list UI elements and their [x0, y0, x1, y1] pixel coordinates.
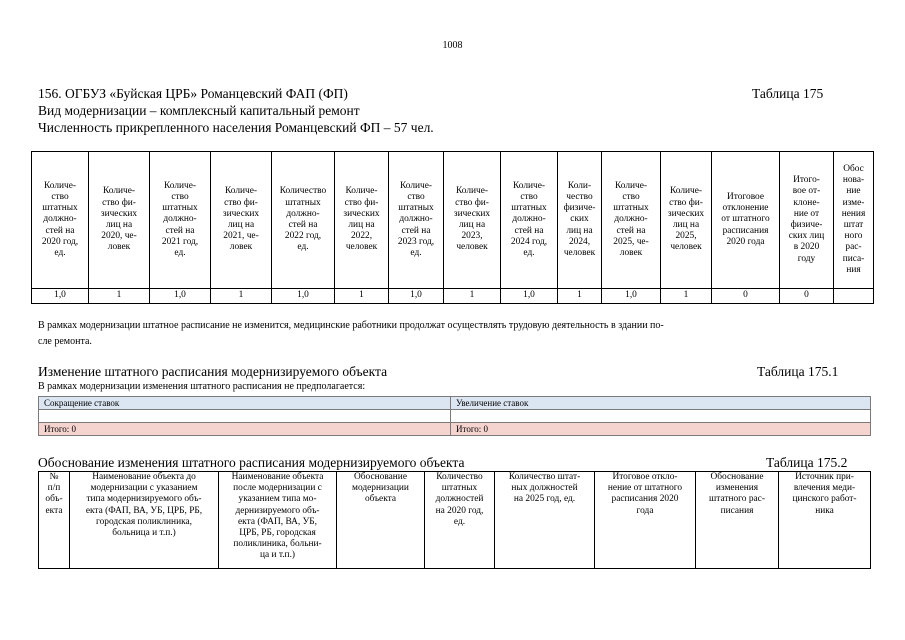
header-text-line: после модернизации с [233, 483, 322, 494]
header-text-line: штатных [42, 203, 78, 214]
table-175-header-cell [272, 152, 335, 289]
header-text-line: лиц на [672, 220, 700, 230]
header-text-line: человек [670, 242, 702, 253]
increase-empty-cell [451, 410, 871, 423]
header-text-line: ство [520, 191, 538, 202]
header-text-line: ство фи- [455, 197, 489, 208]
header-text-line: должно- [512, 214, 546, 225]
header-text-line: ного [844, 231, 863, 242]
table-175-label: Таблица 175 [752, 86, 824, 101]
table-1752-header-cell [779, 472, 871, 569]
header-text-line: вое от- [792, 186, 821, 197]
header-text-line: 2020, че- [101, 231, 137, 242]
header-text-line: 2024 год, [510, 236, 548, 247]
table-175-value-cell: 1 [661, 289, 712, 304]
header-text-line: Наименование объекта до [92, 472, 196, 482]
header-text-line: штатных [162, 203, 198, 214]
header-text-line: 2021 год, [161, 236, 199, 247]
header-text-line: ских лиц [788, 231, 825, 242]
header-text-line: 2025, че- [613, 236, 649, 247]
header-text-line: ство фи- [669, 197, 703, 208]
header-text-line: Коли- [567, 180, 592, 191]
header-text-line: Количество [279, 186, 327, 197]
header-text-line: ние от [793, 208, 820, 219]
header-text-line: указанием типа мо- [238, 494, 317, 505]
header-text-line: Обос [843, 163, 864, 174]
header-text-line: городская поликлиника, [95, 516, 193, 527]
header-text-line: году [797, 253, 816, 264]
header-text-line: объ- [45, 494, 63, 505]
header-text-line: больница и т.п.) [112, 528, 176, 539]
header-text-line: физиче- [563, 203, 596, 214]
header-text-line: ние [846, 186, 861, 197]
header-text-line: на 2020 год, [435, 505, 484, 516]
header-text-line: ния [846, 264, 861, 275]
header-text-line: от штатного [721, 214, 770, 225]
header-text-line: физиче- [790, 220, 823, 230]
table-175-value-cell: 1 [444, 289, 501, 304]
header-text-line: ловек [229, 242, 253, 253]
header-text-line: человек [563, 248, 596, 258]
header-text-line: ство [51, 191, 69, 202]
header-text-line: отклонение [722, 203, 769, 214]
table-175-header-cell [89, 152, 150, 289]
heading-line-2: Вид модернизации – комплексный капитальный ремонт [38, 103, 360, 118]
table-1752 [38, 471, 871, 569]
header-text-line: Количе- [669, 186, 703, 197]
header-text-line: модернизации с указанием [90, 483, 198, 494]
header-text-line: екта (ФАП, ВА, УБ, [238, 516, 317, 527]
header-text-line: штатных [613, 203, 649, 214]
table-175-value-cell: 1,0 [150, 289, 211, 304]
section-1751-title: Изменение штатного расписания модернизируемого объекта [38, 364, 388, 379]
header-text-line: ца и т.п.) [259, 550, 296, 561]
header-text-line: на 2025 год, ед. [513, 494, 576, 505]
header-text-line: должно- [163, 214, 197, 225]
table-175-header-cell [389, 152, 444, 289]
header-text-line: ед. [453, 516, 466, 527]
header-text-line: 2022, [350, 231, 373, 242]
table-1751 [38, 396, 871, 436]
header-text-line: ство [622, 191, 640, 202]
table-1752-header-cell [425, 472, 495, 569]
table-175-header-cell [602, 152, 661, 289]
table-175-header-cell [335, 152, 389, 289]
header-text-line: зических [343, 208, 380, 219]
increase-total: Итого: 0 [451, 423, 871, 436]
header-text-line: ед. [410, 248, 422, 258]
table-175-value-cell: 1 [211, 289, 272, 304]
table-175-value-cell [834, 289, 874, 304]
header-text-line: Обоснование [710, 472, 764, 482]
header-text-line: писа- [842, 253, 865, 264]
header-text-line: 2022 год, [284, 231, 322, 242]
header-text-line: типа модернизируемого объ- [86, 494, 202, 505]
table-1752-header-cell [219, 472, 337, 569]
table-175-value-cell: 1,0 [602, 289, 661, 304]
header-text-line: должно- [43, 214, 77, 225]
header-text-line: Источник при- [795, 472, 854, 482]
header-text-line: Количе- [102, 186, 136, 197]
header-text-line: 2020 год, [41, 236, 79, 247]
table-175-value-cell: 1,0 [272, 289, 335, 304]
header-text-line: ство [171, 191, 189, 202]
header-text-line: ство фи- [102, 197, 136, 208]
header-text-line: екта [45, 505, 63, 516]
header-text-line: расписания [722, 225, 769, 236]
header-text-line: зических [667, 208, 705, 219]
header-text-line: изме- [842, 197, 865, 208]
header-text-line: нения [841, 208, 866, 219]
header-text-line: Итоговое откло- [612, 472, 678, 482]
header-text-line: человек [345, 242, 378, 253]
header-text-line: ство фи- [224, 197, 258, 208]
table-175-value-row [32, 289, 874, 304]
header-text-line: стей на [514, 225, 544, 236]
header-text-line: нение от штатного [607, 483, 683, 494]
header-text-line: 2021, че- [223, 231, 259, 242]
table-175-value-cell: 1,0 [501, 289, 558, 304]
header-text-line: ед. [54, 248, 66, 258]
header-text-line: модернизации [352, 483, 409, 494]
table-1752-header-cell [39, 472, 70, 569]
table-175-header-cell [444, 152, 501, 289]
table-175-header-cell [780, 152, 834, 289]
table-1752-header-row [39, 472, 871, 569]
table-175-header-cell [834, 152, 874, 289]
header-text-line: стей на [616, 225, 646, 236]
header-text-line: Итоговое [726, 191, 765, 202]
header-text-line: должно- [614, 214, 648, 225]
table-1752-header-cell [337, 472, 425, 569]
header-text-line: Количе- [512, 180, 546, 191]
header-text-line: объекта [364, 494, 397, 505]
header-text-line: Итого- [793, 175, 820, 186]
header-text-line: штатных [285, 197, 321, 208]
header-text-line: № [49, 472, 59, 482]
header-text-line: екта (ФАП, ВА, УБ, ЦРБ, РБ, [85, 505, 203, 516]
header-text-line: Количе- [399, 180, 433, 191]
header-text-line: лиц на [566, 225, 593, 236]
table-175-header-cell [32, 152, 89, 289]
header-text-line: Количе- [614, 180, 648, 191]
header-text-line: ных должностей [511, 483, 578, 494]
header-text-line: штатных [511, 203, 547, 214]
header-text-line: года [636, 505, 654, 516]
table-175-value-cell: 1,0 [389, 289, 444, 304]
header-text-line: дернизируемого объ- [235, 505, 320, 516]
header-text-line: расписания 2020 [611, 494, 679, 505]
header-text-line: нова- [842, 175, 865, 186]
table-175-header-cell [558, 152, 602, 289]
header-text-line: ских [570, 214, 589, 225]
header-text-line: штатных [398, 203, 434, 214]
header-text-line: ед. [174, 248, 186, 258]
header-text-line: влечения меди- [793, 483, 856, 494]
header-text-line: штатных [441, 483, 478, 494]
header-text-line: 2024, [568, 236, 591, 247]
table-175-header-cell [211, 152, 272, 289]
table-1752-header-cell [696, 472, 779, 569]
header-text-line: 2020 года [726, 236, 765, 247]
table-175-header-cell [661, 152, 712, 289]
header-text-line: клоне- [793, 197, 820, 208]
header-text-line: Количество штат- [508, 472, 581, 482]
header-text-line: зических [453, 208, 491, 219]
header-text-line: поликлиника, больни- [233, 539, 322, 550]
table-1752-header-cell [595, 472, 696, 569]
table-1752-header-cell [495, 472, 595, 569]
header-text-line: стей на [288, 220, 318, 230]
header-text-line: лиц на [105, 220, 133, 230]
header-text-line: Количе- [163, 180, 197, 191]
header-text-line: ство фи- [344, 197, 379, 208]
reduction-empty-cell [39, 410, 451, 423]
heading-line-3: Численность прикрепленного населения Романцевский ФП – 57 чел. [38, 120, 434, 135]
header-text-line: зических [100, 208, 138, 219]
table-1752-label: Таблица 175.2 [766, 455, 848, 470]
header-text-line: Количество [436, 472, 483, 482]
header-text-line: лиц на [458, 220, 486, 230]
header-text-line: Обоснование [354, 472, 407, 482]
header-text-line: ство [407, 191, 425, 202]
header-text-line: 2025, [675, 231, 697, 242]
page-number: 1008 [442, 40, 463, 51]
modernization-paragraph [38, 318, 878, 350]
reduction-header: Сокращение ставок [39, 397, 451, 410]
header-text-line: Количе- [455, 186, 489, 197]
table-175-header-cell [501, 152, 558, 289]
section-1751-note: В рамках модернизации изменения штатного расписания не предполагается: [38, 381, 366, 392]
header-text-line: чество [566, 191, 593, 202]
header-text-line: ед. [297, 242, 309, 253]
header-text-line: ЦРБ, РБ, городская [239, 528, 316, 539]
header-text-line: должно- [286, 208, 320, 219]
paragraph-line-1: В рамках модернизации штатное расписание не изменится, медицинские работники продолжат осуществлять трудовую деятельность в здании по- [38, 320, 664, 331]
header-text-line: 2023 год, [397, 236, 435, 247]
header-text-line: Наименование объекта [231, 472, 324, 482]
header-text-line: 2023, [461, 231, 483, 242]
header-text-line: человек [456, 242, 488, 253]
table-175-header-cell [712, 152, 780, 289]
table-1751-label: Таблица 175.1 [757, 364, 839, 379]
table-175-value-cell: 1 [558, 289, 602, 304]
table-175-header-row [32, 152, 874, 289]
table-175-value-cell: 1,0 [32, 289, 89, 304]
heading-line-1: 156. ОГБУЗ «Буйская ЦРБ» Романцевский ФАП (ФП) [38, 86, 348, 101]
header-text-line: стей на [45, 225, 75, 236]
header-text-line: рас- [845, 242, 862, 253]
header-text-line: цинского работ- [792, 494, 857, 505]
header-text-line: ловек [107, 242, 131, 253]
table-175-value-cell: 0 [712, 289, 780, 304]
header-text-line: лиц на [348, 220, 375, 230]
header-text-line: ника [815, 505, 834, 516]
header-text-line: в 2020 [793, 242, 820, 253]
table-1752-header-cell [70, 472, 219, 569]
header-text-line: писания [720, 505, 754, 516]
header-text-line: ловек [619, 248, 643, 258]
table-175 [31, 151, 874, 304]
increase-header: Увеличение ставок [451, 397, 871, 410]
header-text-line: стей на [165, 225, 195, 236]
reduction-total: Итого: 0 [39, 423, 451, 436]
paragraph-line-2: сле ремонта. [38, 336, 92, 347]
header-text-line: зических [222, 208, 260, 219]
header-text-line: должно- [399, 214, 433, 225]
header-text-line: Количе- [43, 180, 77, 191]
table-175-value-cell: 0 [780, 289, 834, 304]
section-1752-title: Обоснование изменения штатного расписания модернизируемого объекта [38, 455, 465, 470]
header-text-line: штат [843, 220, 864, 230]
header-text-line: Количе- [345, 186, 378, 197]
table-175-value-cell: 1 [89, 289, 150, 304]
header-text-line: п/п [47, 483, 61, 494]
table-175-value-cell: 1 [335, 289, 389, 304]
header-text-line: Количе- [224, 186, 258, 197]
header-text-line: лиц на [227, 220, 255, 230]
header-text-line: ед. [523, 248, 535, 258]
header-text-line: стей на [401, 225, 431, 236]
header-text-line: должностей [435, 494, 484, 505]
header-text-line: изменения [715, 483, 759, 494]
table-175-header-cell [150, 152, 211, 289]
header-text-line: штатного рас- [709, 494, 765, 505]
